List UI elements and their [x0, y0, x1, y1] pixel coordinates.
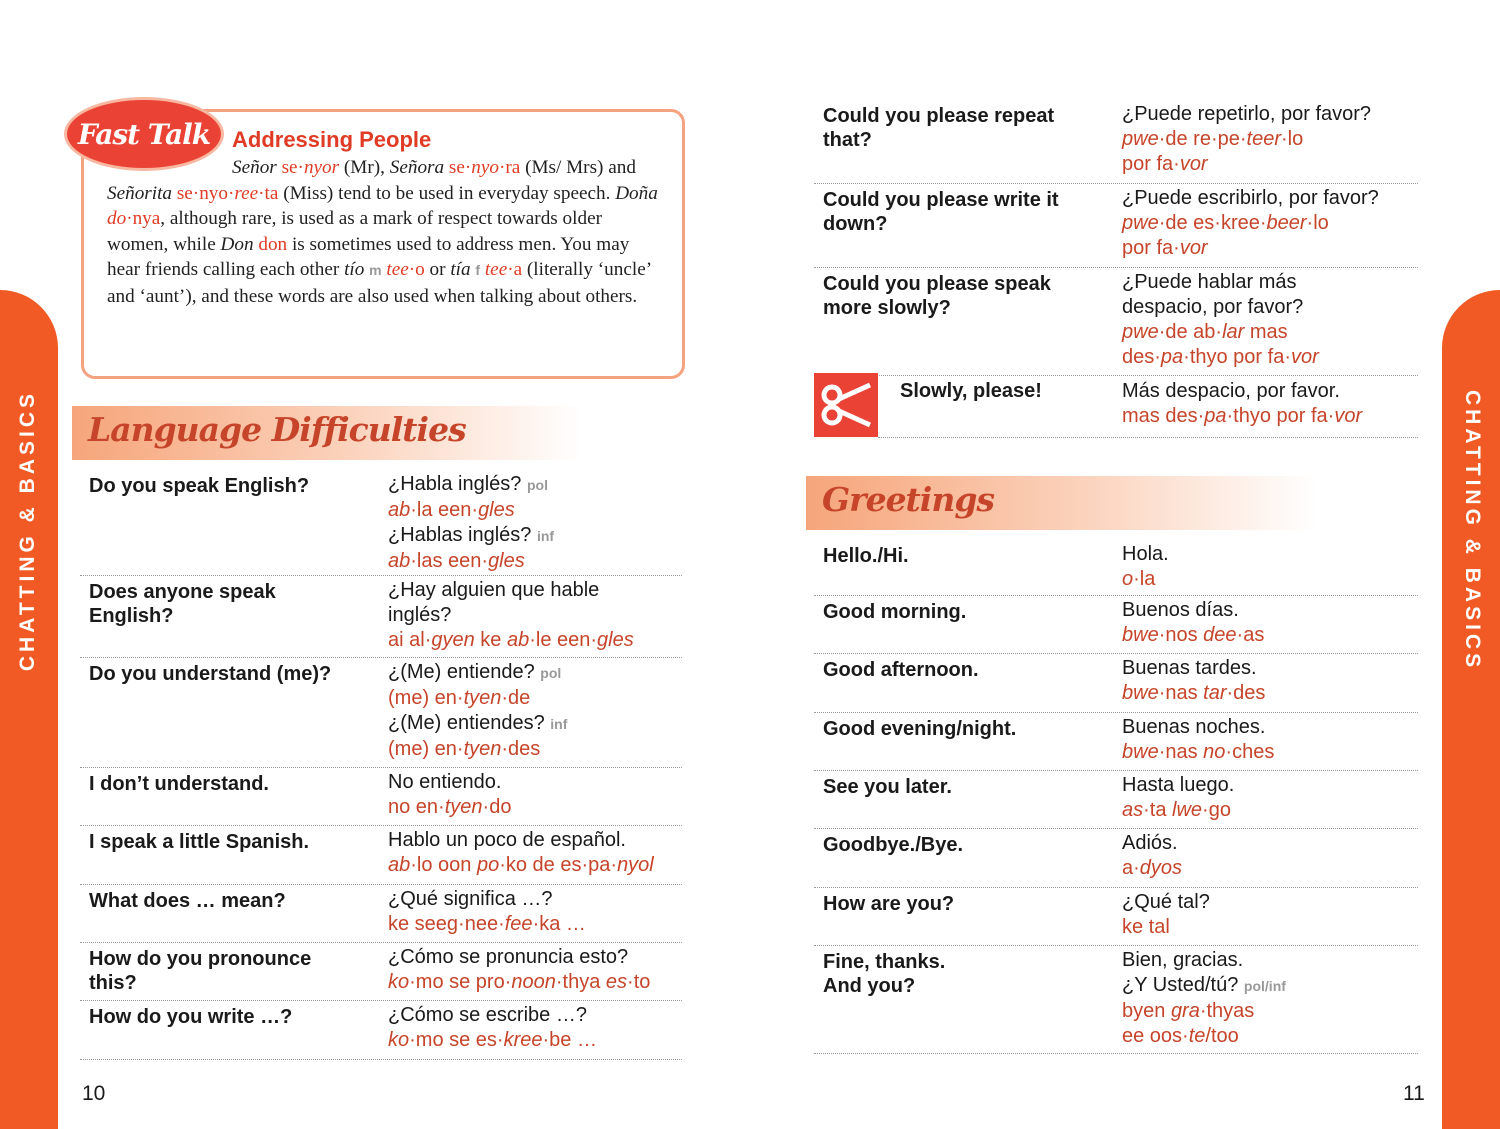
phrase-spanish: ¿Habla inglés? pol ab·la een·gles ¿Hablas inglés? inf ab·las een·gles: [388, 473, 555, 572]
table-row: [814, 596, 1418, 654]
fast-talk-body: Señor se·nyor (Mr), Señora se·nyo·ra (Ms/ Mrs) and Señorita se·nyo·ree·ta (Miss) tend to be used in everyday speech. Doña do·nya, although rare, is used as a mark of respect towards older women, while Don don is sometimes used to address men. You may hear friends calling each other tío m tee·o or tía f tee·a (literally ‘uncle’ and ‘aunt’), and these words are also used when talking about others.: [107, 157, 658, 307]
phrase-english: See you later.: [823, 776, 952, 798]
phrase-spanish: ¿Puede hablar más despacio, por favor? pwe·de ab·lar mas des·pa·thyo por fa·vor: [1122, 271, 1319, 368]
table-row: [814, 184, 1418, 268]
phrase-spanish: ¿Qué significa …? ke seeg·nee·fee·ka …: [388, 888, 586, 935]
table-row: [814, 888, 1418, 946]
table-row: [80, 943, 682, 1001]
phrase-english: What does … mean?: [89, 890, 286, 912]
table-row: [80, 658, 682, 768]
phrase-spanish: ¿Cómo se pronuncia esto? ko·mo se pro·noon·thya es·to: [388, 946, 651, 993]
phrase-english: How are you?: [823, 893, 955, 915]
section-heading-language-difficulties: [72, 406, 582, 460]
side-label-right: CHATTING & BASICS: [1461, 390, 1484, 672]
phrase-spanish: ¿Puede escribirlo, por favor? pwe·de es·kree·beer·lo por fa·vor: [1122, 187, 1379, 259]
table-row: [814, 829, 1418, 888]
greetings-table: [814, 540, 1418, 1054]
phrase-english: Good afternoon.: [823, 659, 979, 681]
table-row: [814, 268, 1418, 376]
phrase-english: Do you speak English?: [89, 475, 310, 497]
table-row: [814, 540, 1418, 596]
phrase-english: Goodbye./Bye.: [823, 834, 964, 856]
phrase-spanish: Buenas noches. bwe·nas no·ches: [1122, 716, 1275, 763]
slowly-en: Slowly, please!: [900, 380, 1042, 402]
phrase-english: How do you write …?: [89, 1006, 293, 1028]
table-row: [814, 771, 1418, 829]
side-label-left: CHATTING & BASICS: [16, 390, 39, 672]
phrase-spanish: Hasta luego. as·ta lwe·go: [1122, 774, 1235, 821]
table-row: [80, 1001, 682, 1060]
phrase-english: Fine, thanks. And you?: [823, 951, 946, 997]
table-row: [814, 100, 1418, 184]
table-row: [80, 768, 682, 826]
slowly-es: Más despacio, por favor. mas des·pa·thyo por fa·vor: [1122, 380, 1363, 427]
table-row: [814, 946, 1418, 1054]
table-row: [814, 654, 1418, 713]
table-row: [80, 470, 682, 576]
slowly-row: [878, 373, 1418, 438]
page-number-right: 11: [1403, 1082, 1425, 1105]
phrase-spanish: Hablo un poco de español. ab·lo oon po·ko de es·pa·nyol: [388, 829, 654, 876]
phrase-spanish: ¿Hay alguien que hable inglés? ai al·gyen ke ab·le een·gles: [388, 579, 634, 651]
scissors-icon: [814, 373, 878, 437]
phrase-spanish: ¿Qué tal? ke tal: [1122, 891, 1210, 938]
phrase-spanish: ¿Cómo se escribe …? ko·mo se es·kree·be …: [388, 1004, 597, 1051]
phrase-spanish: Bien, gracias. ¿Y Usted/tú? pol/inf byen gra·thyas ee oos·te/too: [1122, 949, 1286, 1047]
section-heading-greetings: [806, 476, 1316, 530]
table-row: [80, 826, 682, 885]
phrase-english: I speak a little Spanish.: [89, 831, 310, 853]
phrase-english: Do you understand (me)?: [89, 663, 332, 685]
phrase-english: Good morning.: [823, 601, 967, 623]
phrase-english: Good evening/night.: [823, 718, 1017, 740]
phrase-english: Could you please speak more slowly?: [823, 273, 1051, 319]
phrase-spanish: ¿Puede repetirlo, por favor? pwe·de re·pe·teer·lo por fa·vor: [1122, 103, 1372, 175]
phrase-english: Hello./Hi.: [823, 545, 909, 567]
section-heading-text: Greetings: [822, 480, 994, 519]
fast-talk-title: Addressing People: [232, 127, 432, 152]
table-row: [80, 576, 682, 658]
phrase-spanish: Adiós. a·dyos: [1122, 832, 1183, 879]
phrase-english: I don’t understand.: [89, 773, 269, 795]
phrase-english: How do you pronounce this?: [89, 948, 312, 994]
section-heading-text: Language Difficulties: [88, 410, 466, 449]
phrase-spanish: Hola. o·la: [1122, 543, 1169, 590]
page-number-left: 10: [82, 1082, 106, 1105]
phrase-spanish: No entiendo. no en·tyen·do: [388, 771, 512, 818]
phrase-english: Could you please write it down?: [823, 189, 1059, 235]
phrase-spanish: Buenos días. bwe·nos dee·as: [1122, 599, 1265, 646]
phrase-english: Does anyone speak English?: [89, 581, 276, 627]
table-row: [814, 713, 1418, 771]
phrase-english: Could you please repeat that?: [823, 105, 1055, 151]
language-difficulties-table: [80, 470, 682, 1060]
phrase-spanish: ¿(Me) entiende? pol (me) en·tyen·de ¿(Me) entiendes? inf (me) en·tyen·des: [388, 661, 568, 760]
table-row: [80, 885, 682, 943]
requests-table: [814, 100, 1418, 376]
fast-talk-badge: Fast Talk: [64, 97, 224, 171]
phrase-spanish: Buenas tardes. bwe·nas tar·des: [1122, 657, 1266, 704]
